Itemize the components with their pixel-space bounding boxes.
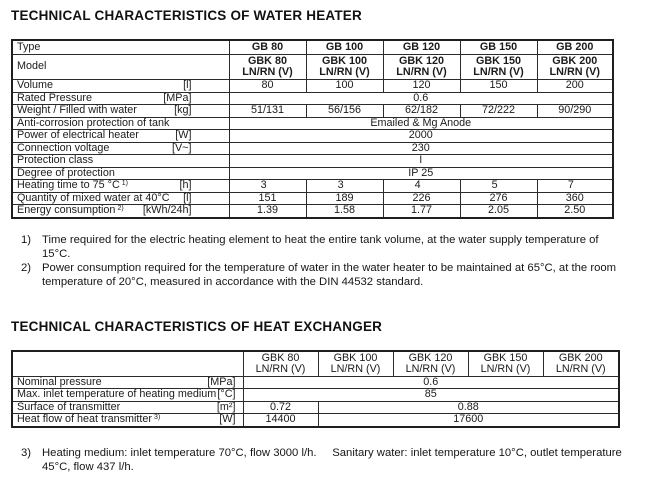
table-row-header [12,351,619,377]
model-name: GBK 120 [398,55,444,67]
table-row-type [12,40,613,55]
minutes-sup [421,180,429,183]
table-row-volume [12,80,613,93]
model-header-cell [383,55,460,80]
row-label-cell [12,142,229,155]
row-unit: [kg] [174,104,192,116]
water-heater-table [11,39,614,219]
row-label-cell [12,376,243,389]
row-label-cell [12,80,229,93]
row-unit: [l] [183,79,192,91]
row-label: Weight / Filled with water [17,104,137,116]
row-label-cell [12,117,229,130]
model-suffix: LN/RN (V) [473,66,524,78]
model-header-cell [543,351,619,377]
value-cell: 72/222 [460,105,537,118]
value-cell: 2.05 [460,205,537,218]
value-cell [306,180,383,193]
value-cell: 226 [383,192,460,205]
table-row-nominal-pressure [12,376,619,389]
model-header-cell [537,55,613,80]
row-label-cell [12,155,229,168]
section2-title: TECHNICAL CHARACTERISTICS OF HEAT EXCHANGER [11,318,383,334]
model-header-cell [306,55,383,80]
value-cell: 360 [537,192,613,205]
row-unit: [W] [175,129,192,141]
row-label-cell [12,192,229,205]
value-cell: 56/156 [306,105,383,118]
table-row-heat-flow [12,414,619,427]
table-row-rated-pressure [12,92,613,105]
model-suffix: LN/RN (V) [396,66,447,78]
model-name: GBK 200 [552,55,598,67]
table-row-mixed-water [12,192,613,205]
footnote-number: 1) [21,233,32,246]
value-cell: 276 [460,192,537,205]
hours-value: 5 [491,179,498,191]
model-name: GBK 100 [333,351,378,364]
value-cell-span: 0.88 [318,401,619,414]
row-label: Anti-corrosion protection of tank [17,117,170,129]
value-cell-span: 0.6 [243,376,619,389]
table-row-degree-protection [12,167,613,180]
type-header-cell: GB 100 [306,40,383,55]
row-label: Type [17,40,41,53]
table-row-energy [12,205,613,218]
section1-title: TECHNICAL CHARACTERISTICS OF WATER HEATER [11,8,362,23]
row-label: Heat flow of heat transmitter [17,413,153,425]
model-name: GBK 100 [321,55,367,67]
row-label: Heating time to 75 °C [17,179,120,191]
hours-value: 3 [337,179,344,191]
type-header-cell: GB 80 [229,40,306,55]
row-label-cell: Heat flow of heat transmitter $^{3)}$ [W] [12,414,243,427]
minutes-sup [498,180,506,183]
model-name: GBK 80 [247,55,287,67]
value-cell: 2.50 [537,205,613,218]
table-row-max-inlet [12,389,619,402]
value-cell: 100 [306,80,383,93]
row-label-cell [12,130,229,143]
footnote-text: Power consumption required for the temperature of water in the water heater to be maintained at 65°C, at the room temperature of 20°C, measured in accordance with the DIN 44532 standard. [42,261,620,288]
value-cell: 62/182 [383,105,460,118]
footnote-text: Time required for the electric heating element to heat the entire tank volume, at the water supply temperature of 15°C. [42,233,602,260]
footnote-number: 3) [21,446,32,459]
row-label-cell [12,55,229,80]
table-row-voltage [12,142,613,155]
value-cell: 200 [537,80,613,93]
row-unit: [V~] [171,142,192,154]
footnote-text: Heating medium: inlet temperature 70°C, flow 3000 l/h. Sanitary water: inlet temperature 10°C, outlet temperature 45°C, flow 437 l/h. [42,446,625,473]
model-name: GBK 80 [261,351,300,364]
value-cell: 189 [306,192,383,205]
model-suffix: LN/RN (V) [242,66,293,78]
type-header-cell: GB 150 [460,40,537,55]
value-cell: 0.72 [243,401,318,414]
model-header-cell [229,55,306,80]
row-unit: [l] [183,192,192,204]
model-header-cell [393,351,468,377]
value-cell: 151 [229,192,306,205]
value-cell: 90/290 [537,105,613,118]
model-suffix: LN/RN (V) [549,66,600,78]
value-cell: 1.39 [229,205,306,218]
model-suffix: LN/RN (V) [405,362,456,375]
row-label: Protection class [17,154,94,166]
type-header-cell: GB 120 [383,40,460,55]
row-label: Nominal pressure [17,376,102,388]
row-label-cell [12,40,229,55]
table-row-model [12,55,613,80]
water-heater-footnotes [11,233,637,289]
value-cell-span: I [229,155,613,168]
model-suffix: LN/RN (V) [330,362,381,375]
heat-exchanger-footnotes [11,446,637,474]
model-name: GBK 150 [483,351,528,364]
table-row-weight [12,105,613,118]
row-label: Model [17,60,47,73]
type-header-cell: GB 200 [537,40,613,55]
value-cell: 51/131 [229,105,306,118]
row-unit: [°C] [217,388,236,400]
table-row-protection-class [12,155,613,168]
minutes-sup [267,180,275,183]
model-header-cell [318,351,393,377]
row-label-cell [12,105,229,118]
value-cell: 80 [229,80,306,93]
model-suffix: LN/RN (V) [555,362,606,375]
value-cell-span: 85 [243,389,619,402]
row-label: Power of electrical heater [17,129,139,141]
minutes-sup [344,180,352,183]
row-unit: [MPa] [163,92,192,104]
value-cell: 1.58 [306,205,383,218]
row-label: Rated Pressure [17,92,93,104]
row-label-cell [12,167,229,180]
model-name: GBK 200 [558,351,603,364]
row-label: Connection voltage [17,142,110,154]
value-cell [229,180,306,193]
value-cell: 1.77 [383,205,460,218]
model-suffix: LN/RN (V) [480,362,531,375]
table-row-surface [12,401,619,414]
row-label: Max. inlet temperature of heating medium [17,388,217,400]
row-label: Surface of transmitter [17,401,121,413]
row-unit: [m²] [216,401,236,413]
row-label-cell [12,401,243,414]
table-row-power [12,130,613,143]
row-label-cell [12,92,229,105]
footnote-number: 2) [21,261,32,274]
value-cell: 150 [460,80,537,93]
row-label-cell: Energy consumption $^{2)}$ [kWh/24h] [12,205,229,218]
row-label-cell [12,389,243,402]
value-cell [537,180,613,193]
row-unit: [W] [219,413,236,425]
table-row-anticorrosion [12,117,613,130]
value-cell-span: 17600 [318,414,619,427]
row-label: Energy consumption [17,204,116,216]
value-cell-span: 2000 [229,130,613,143]
value-cell: 14400 [243,414,318,427]
row-label: Degree of protection [17,167,115,179]
value-cell-span: IP 25 [229,167,613,180]
hours-value: 4 [414,179,421,191]
footnote-3 [11,446,637,474]
footnote-1 [11,233,637,261]
model-name: GBK 150 [475,55,521,67]
row-label-cell [12,351,243,377]
value-cell-span: 230 [229,142,613,155]
value-cell [460,180,537,193]
row-label: Volume [17,79,54,91]
model-header-cell [243,351,318,377]
row-label: Quantity of mixed water at 40°C [17,192,170,204]
value-cell-span: 0.6 [229,92,613,105]
minutes-sup [574,180,582,183]
model-suffix: LN/RN (V) [255,362,306,375]
hours-value: 3 [260,179,267,191]
model-header-cell [468,351,543,377]
footnote-2 [11,261,637,289]
row-unit: [kWh/24h] [142,204,192,216]
value-cell: 120 [383,80,460,93]
row-unit: [h] [179,179,192,191]
row-label-cell: Heating time to 75 °C $^{1)}$ [h] [12,180,229,193]
heat-exchanger-table [11,350,620,428]
value-cell-span: Emailed & Mg Anode [229,117,613,130]
model-suffix: LN/RN (V) [319,66,370,78]
hours-value: 7 [567,179,574,191]
model-header-cell [460,55,537,80]
model-name: GBK 120 [408,351,453,364]
table-row-heating-time [12,180,613,193]
row-unit: [MPa] [207,376,236,388]
value-cell [383,180,460,193]
